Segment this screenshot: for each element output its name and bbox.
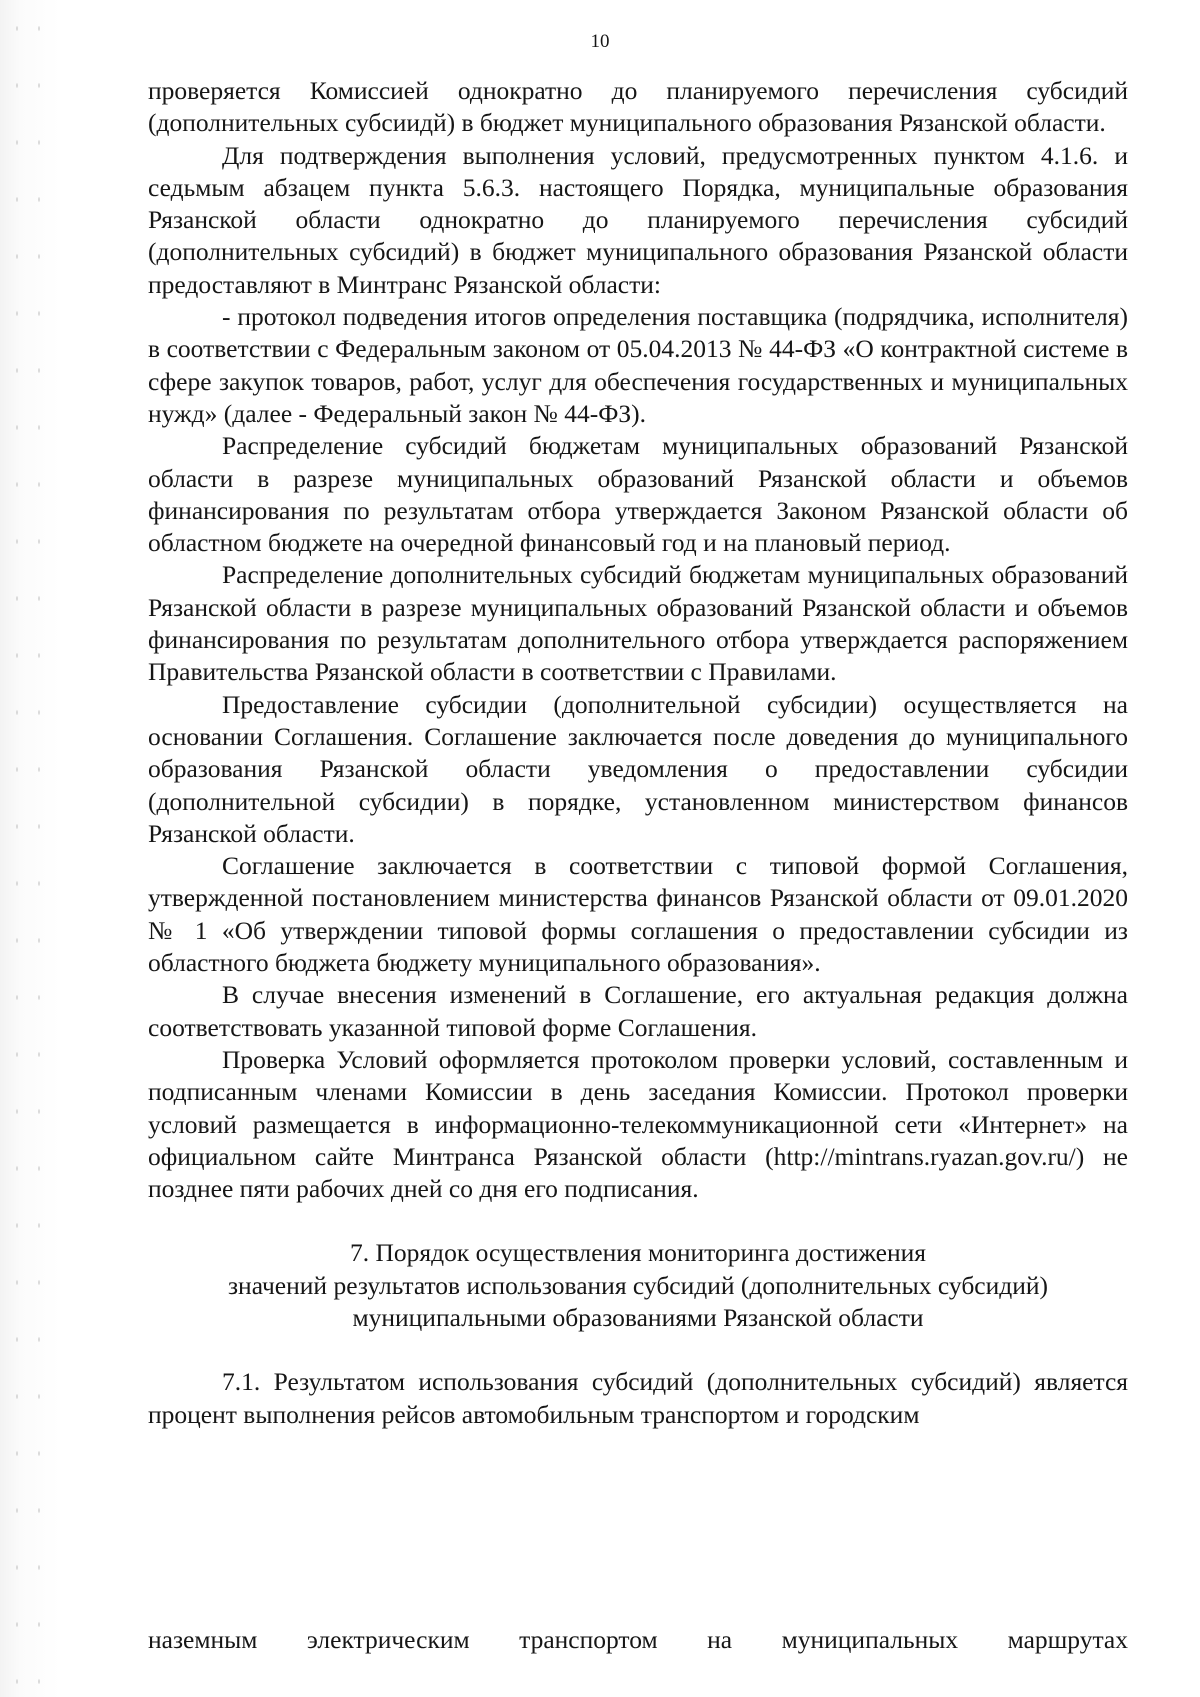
page-number: 10 bbox=[590, 31, 610, 52]
paragraph: Предоставление субсидии (дополнительной субсидии) осуществляется на основании Соглашения. Соглашение заключается после доведения до муниципального образования Рязанской области уведомления о предоставлении субсидии (дополнительной субсидии) в порядке, установленном министерством финансов Рязанской области. bbox=[148, 689, 1128, 848]
document-body bbox=[148, 75, 1128, 1431]
paragraph: - протокол подведения итогов определения поставщика (подрядчика, исполнителя) в соответствии с Федеральным законом от 05.04.2013 № 44-ФЗ «О контрактной системе в сфере закупок товаров, работ, услуг для обеспечения государственных и муниципальных нужд» (далее - Федеральный закон № 44-ФЗ). bbox=[148, 302, 1128, 428]
section-heading-line: муниципальными образованиями Рязанской области bbox=[352, 1302, 924, 1332]
paragraph-tail-line: наземным электрическим транспортом на муниципальных маршрутах bbox=[148, 1625, 1128, 1654]
paragraph: Распределение дополнительных субсидий бюджетам муниципальных образований Рязанской области в разрезе муниципальных образований Рязанской области и объемов финансирования по результатам дополнительного отбора утверждается распоряжением Правительства Рязанской области в соответствии с Правилами. bbox=[148, 560, 1128, 687]
paragraph: Проверка Условий оформляется протоколом проверки условий, составленным и подписанным членами Комиссии в день заседания Комиссии. Протокол проверки условий размещается в информационно-телекоммуникационной сети «Интернет» на официальном сайте Минтранса Рязанской области (http://mintrans.ryazan.gov.ru/) не позднее пяти рабочих дней со дня его подписания. bbox=[148, 1044, 1128, 1204]
scan-noise bbox=[6, 0, 54, 1697]
paragraph: Для подтверждения выполнения условий, предусмотренных пунктом 4.1.6. и седьмым абзацем пункта 5.6.3. настоящего Порядка, муниципальные образования Рязанской области однократно до планируемого перечисления субсидий (дополнительных субсидий) в бюджет муниципального образования Рязанской области предоставляют в Минтранс Рязанской области: bbox=[148, 140, 1128, 299]
paragraph: В случае внесения изменений в Соглашение, его актуальная редакция должна соответствовать указанной типовой форме Соглашения. bbox=[148, 980, 1128, 1042]
section-paragraph: 7.1. Результатом использования субсидий (дополнительных субсидий) является процент выполнения рейсов автомобильным транспортом и городским bbox=[148, 1367, 1128, 1429]
paragraph: Соглашение заключается в соответствии с типовой формой Соглашения, утвержденной постановлением министерства финансов Рязанской области от 09.01.2020 № 1 «Об утверждении типовой формы соглашения о предоставлении субсидии из областного бюджета бюджету муниципального образования». bbox=[148, 851, 1128, 978]
paragraph: Распределение субсидий бюджетам муниципальных образований Рязанской области в разрезе муниципальных образований Рязанской области и объемов финансирования по результатам отбора утверждается Законом Рязанской области об областном бюджете на очередной финансовый год и на плановый период. bbox=[148, 431, 1128, 558]
section-heading-line: значений результатов использования субсидий (дополнительных субсидий) bbox=[227, 1270, 1049, 1300]
section-heading-line: 7. Порядок осуществления мониторинга достижения bbox=[350, 1238, 926, 1268]
section-heading bbox=[148, 1237, 1128, 1334]
paragraph-continued: проверяется Комиссией однократно до планируемого перечисления субсидий (дополнительных субсиидй) в бюджет муниципального образования Рязанской области. bbox=[148, 76, 1128, 138]
